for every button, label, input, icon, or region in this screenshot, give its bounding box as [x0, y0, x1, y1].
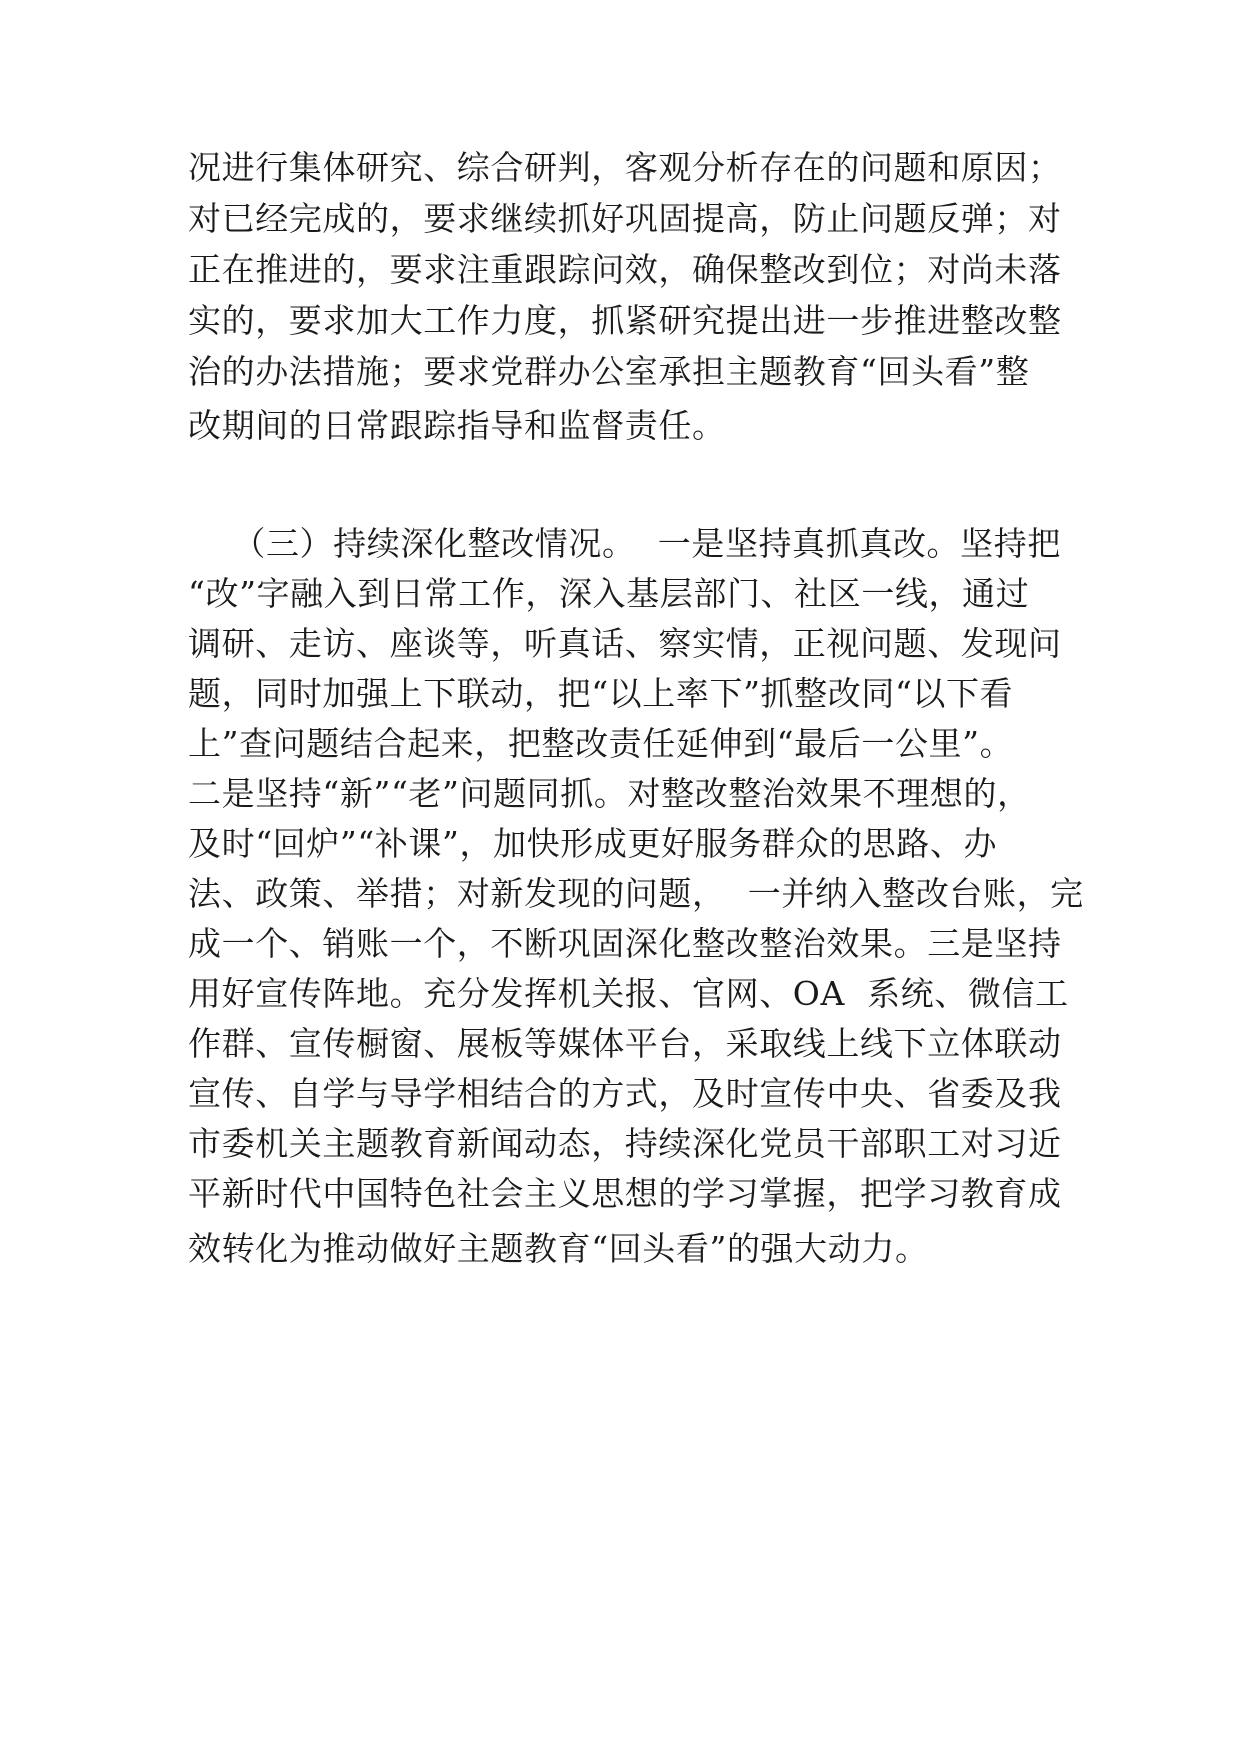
text-line: 宣传、自学与导学相结合的方式，及时宣传中央、省委及我	[188, 1074, 1062, 1113]
text-line: 二是坚持“新”“老”问题同抓。对整改整治效果不理想的，	[188, 774, 1031, 813]
text-line: 正在推进的，要求注重跟踪问效，确保整改到位；对尚未落	[188, 250, 1062, 289]
text-line: “改”字融入到日常工作，深入基层部门、社区一线，通过	[188, 574, 1030, 613]
text-line: 对已经完成的，要求继续抓好巩固提高，防止问题反弹；对	[188, 199, 1062, 238]
text-line: （三）持续深化整改情况。 一是坚持真抓真改。坚持把	[188, 524, 1061, 563]
text-line: 调研、走访、座谈等，听真话、察实情，正视问题、发现问	[188, 624, 1062, 663]
text-line: 上”查问题结合起来，把整改责任延伸到“最后一公里”。	[188, 724, 1014, 763]
text-line: 及时“回炉”“补课”，加快形成更好服务群众的思路、办	[188, 824, 998, 863]
text-line: 法、政策、举措；对新发现的问题， 一并纳入整改台账，完	[188, 874, 1084, 913]
text-line: 效转化为推动做好主题教育“回头看”的强大动力。	[188, 1229, 929, 1268]
text-line: 实的，要求加大工作力度，抓紧研究提出进一步推进整改整	[188, 301, 1062, 340]
text-line: 题，同时加强上下联动，把“以上率下”抓整改同“以下看	[188, 674, 1014, 713]
text-line: 治的办法措施；要求党群办公室承担主题教育“回头看”整	[188, 352, 1030, 391]
text-line: 用好宣传阵地。充分发挥机关报、官网、OA 系统、微信工	[188, 974, 1069, 1013]
text-line: 况进行集体研究、综合研判，客观分析存在的问题和原因；	[188, 148, 1062, 187]
text-line: 作群、宣传橱窗、展板等媒体平台，采取线上线下立体联动	[188, 1024, 1062, 1063]
text-line: 改期间的日常跟踪指导和监督责任。	[188, 406, 726, 445]
text-line: 市委机关主题教育新闻动态，持续深化党员干部职工对习近	[188, 1124, 1062, 1163]
text-line: 成一个、销账一个，不断巩固深化整改整治效果。三是坚持	[188, 924, 1062, 963]
text-line: 平新时代中国特色社会主义思想的学习掌握，把学习教育成	[188, 1174, 1062, 1213]
